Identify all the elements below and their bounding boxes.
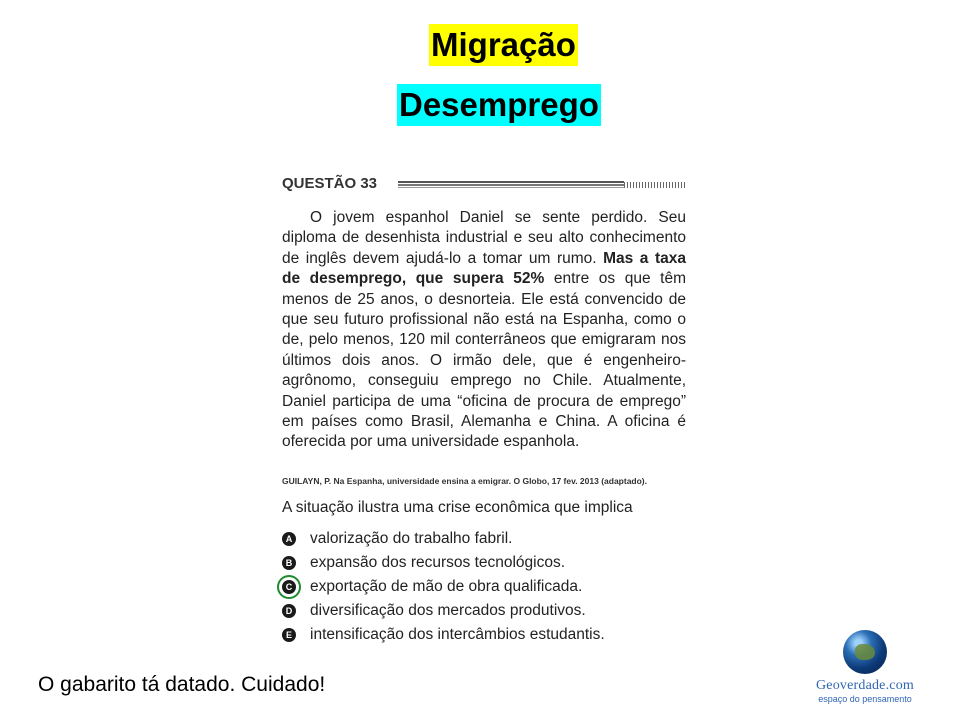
globe-icon <box>843 630 887 674</box>
option-d[interactable] <box>282 600 586 622</box>
logo-tagline: espaço do pensamento <box>818 694 912 704</box>
option-letter-d-icon: D <box>282 604 296 618</box>
option-text: intensificação dos intercâmbios estudantis. <box>310 626 605 643</box>
question-header: QUESTÃO 33 <box>282 175 378 192</box>
header-dotted-rule <box>624 182 686 188</box>
question-card <box>282 172 688 647</box>
header-rule <box>398 181 624 188</box>
option-letter-c-icon: C <box>282 580 296 594</box>
option-c[interactable] <box>282 576 582 598</box>
title-migracao: Migração <box>429 24 578 66</box>
passage-source: GUILAYN, P. Na Espanha, universidade ensina a emigrar. O Globo, 17 fev. 2013 (adaptado). <box>282 476 647 486</box>
option-text: valorização do trabalho fabril. <box>310 530 513 547</box>
title-desemprego: Desemprego <box>397 84 601 126</box>
option-a[interactable] <box>282 528 512 550</box>
option-e[interactable] <box>282 624 605 646</box>
passage-bold-part: Mas a taxa de desemprego, que supera 52% <box>282 249 686 288</box>
question-prompt: A situação ilustra uma crise econômica que implica <box>282 499 633 516</box>
option-letter-b-icon: B <box>282 556 296 570</box>
option-letter-a-icon: A <box>282 532 296 546</box>
question-passage <box>282 208 686 453</box>
option-letter-e-icon: E <box>282 628 296 642</box>
logo-name: Geoverdade.com <box>815 678 915 693</box>
geoverdade-logo <box>800 628 930 708</box>
slide-note: O gabarito tá datado. Cuidado! <box>38 673 326 696</box>
option-text: exportação de mão de obra qualificada. <box>310 578 583 595</box>
option-text: expansão dos recursos tecnológicos. <box>310 554 566 571</box>
passage-part-1: O jovem espanhol Daniel se sente perdido. Seu diploma de desenhista industrial e seu alto conhecimento de inglês devem ajudá-lo a tomar um rumo. <box>282 209 686 267</box>
passage-part-2: entre os que têm menos de 25 anos, o desnorteia. Ele está convencido de que seu futuro profissional não está na Espanha, como o de, pelo menos, 120 mil conterrâneos que emigraram nos últimos dois anos. O irmão dele, que é engenheiro-agrônomo, conseguiu emprego no Chile. Atualmente, Daniel participa de uma “oficina de procura de emprego” em países como Brasil, Alemanha e China. A oficina é oferecida por uma universidade espanhola. <box>282 270 687 451</box>
option-b[interactable] <box>282 552 565 574</box>
option-text: diversificação dos mercados produtivos. <box>310 602 586 619</box>
